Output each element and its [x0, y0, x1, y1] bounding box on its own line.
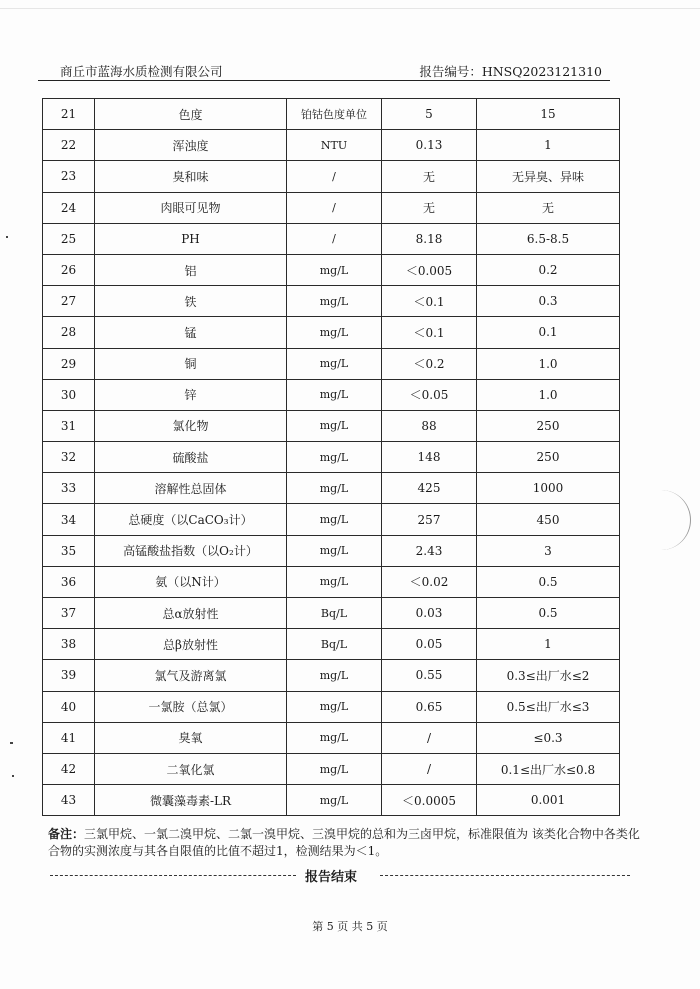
report-end-text: 报告结束 [305, 870, 358, 885]
table-row [43, 566, 620, 597]
remarks-label: 备注： [48, 827, 85, 841]
cell-unit: mg/L [287, 442, 382, 473]
cell-item: 氯气及游离氯 [95, 660, 287, 691]
cell-number: 24 [43, 192, 95, 223]
cell-item: 锰 [95, 317, 287, 348]
cell-result: 0.55 [382, 660, 477, 691]
scan-binding-arc [660, 490, 691, 550]
table-row [43, 223, 620, 254]
cell-unit: mg/L [287, 473, 382, 504]
table-row [43, 785, 620, 816]
cell-result: 0.65 [382, 691, 477, 722]
cell-result: ＜0.02 [382, 566, 477, 597]
cell-number: 33 [43, 473, 95, 504]
cell-unit: Bq/L [287, 629, 382, 660]
table-row [43, 130, 620, 161]
report-header [38, 58, 610, 81]
cell-unit: mg/L [287, 566, 382, 597]
cell-unit: Bq/L [287, 598, 382, 629]
cell-number: 42 [43, 753, 95, 784]
cell-item: 铜 [95, 348, 287, 379]
cell-unit: 铂钴色度单位 [287, 99, 382, 130]
cell-item: 铁 [95, 286, 287, 317]
cell-result: / [382, 722, 477, 753]
cell-limit: 250 [477, 442, 620, 473]
table-row [43, 753, 620, 784]
cell-limit: 1.0 [477, 379, 620, 410]
cell-limit: 15 [477, 99, 620, 130]
cell-item: 氨（以N计） [95, 566, 287, 597]
report-end-row [50, 866, 630, 885]
scan-speck [12, 775, 14, 777]
cell-result: 425 [382, 473, 477, 504]
cell-item: 微囊藻毒素-LR [95, 785, 287, 816]
cell-unit: mg/L [287, 785, 382, 816]
cell-limit: 450 [477, 504, 620, 535]
cell-limit: 1 [477, 130, 620, 161]
cell-item: 总α放射性 [95, 598, 287, 629]
cell-result: 88 [382, 410, 477, 441]
cell-unit: / [287, 161, 382, 192]
cell-unit: mg/L [287, 410, 382, 441]
cell-result: 5 [382, 99, 477, 130]
table-row [43, 598, 620, 629]
cell-unit: mg/L [287, 535, 382, 566]
table-row [43, 473, 620, 504]
cell-limit: 1000 [477, 473, 620, 504]
cell-result: ＜0.1 [382, 317, 477, 348]
dashed-divider-left [50, 875, 296, 876]
results-table-body [43, 99, 620, 816]
cell-limit: 0.5≤出厂水≤3 [477, 691, 620, 722]
cell-unit: mg/L [287, 722, 382, 753]
cell-result: 0.13 [382, 130, 477, 161]
cell-item: 总硬度（以CaCO₃计） [95, 504, 287, 535]
table-row [43, 379, 620, 410]
cell-item: 浑浊度 [95, 130, 287, 161]
cell-limit: 0.1≤出厂水≤0.8 [477, 753, 620, 784]
cell-item: 锌 [95, 379, 287, 410]
cell-number: 38 [43, 629, 95, 660]
table-row [43, 660, 620, 691]
cell-item: 二氧化氯 [95, 753, 287, 784]
cell-result: ＜0.2 [382, 348, 477, 379]
table-row [43, 99, 620, 130]
remarks-text: 三氯甲烷、一氯二溴甲烷、二氯一溴甲烷、三溴甲烷的总和为三卤甲烷，标准限值为 该类化合物中各类化合物的实测浓度与其各自限值的比值不超过1，检测结果为＜1。 [48, 827, 640, 858]
cell-number: 29 [43, 348, 95, 379]
cell-unit: mg/L [287, 254, 382, 285]
cell-item: 铝 [95, 254, 287, 285]
cell-number: 36 [43, 566, 95, 597]
remarks [48, 826, 648, 860]
cell-number: 41 [43, 722, 95, 753]
cell-item: 臭和味 [95, 161, 287, 192]
cell-result: ＜0.005 [382, 254, 477, 285]
table-row [43, 504, 620, 535]
cell-item: 色度 [95, 99, 287, 130]
scan-speck [10, 742, 13, 744]
table-row [43, 161, 620, 192]
scan-speck [6, 236, 8, 238]
scan-edge-line [0, 8, 700, 9]
cell-item: PH [95, 223, 287, 254]
table-row [43, 629, 620, 660]
cell-number: 37 [43, 598, 95, 629]
cell-number: 25 [43, 223, 95, 254]
cell-result: 0.03 [382, 598, 477, 629]
company-name: 商丘市蓝海水质检测有限公司 [60, 64, 223, 79]
cell-item: 一氯胺（总氯） [95, 691, 287, 722]
cell-number: 26 [43, 254, 95, 285]
table-row [43, 410, 620, 441]
cell-limit: 0.3≤出厂水≤2 [477, 660, 620, 691]
cell-item: 硫酸盐 [95, 442, 287, 473]
cell-limit: 0.5 [477, 566, 620, 597]
cell-limit: 无异臭、异味 [477, 161, 620, 192]
cell-limit: 6.5-8.5 [477, 223, 620, 254]
cell-limit: 0.001 [477, 785, 620, 816]
cell-number: 21 [43, 99, 95, 130]
table-row [43, 722, 620, 753]
cell-number: 30 [43, 379, 95, 410]
cell-unit: / [287, 192, 382, 223]
cell-result: 257 [382, 504, 477, 535]
cell-result: ＜0.05 [382, 379, 477, 410]
cell-result: 2.43 [382, 535, 477, 566]
table-row [43, 317, 620, 348]
cell-result: 8.18 [382, 223, 477, 254]
cell-result: 无 [382, 161, 477, 192]
cell-item: 肉眼可见物 [95, 192, 287, 223]
table-row [43, 691, 620, 722]
table-row [43, 254, 620, 285]
cell-number: 40 [43, 691, 95, 722]
cell-unit: mg/L [287, 317, 382, 348]
cell-unit: mg/L [287, 504, 382, 535]
page-number: 第 5 页 共 5 页 [312, 920, 388, 933]
cell-item: 高锰酸盐指数（以O₂计） [95, 535, 287, 566]
cell-item: 臭氧 [95, 722, 287, 753]
table-row [43, 286, 620, 317]
cell-result: ＜0.1 [382, 286, 477, 317]
cell-number: 23 [43, 161, 95, 192]
cell-limit: 1 [477, 629, 620, 660]
cell-result: 148 [382, 442, 477, 473]
dashed-divider-right [380, 875, 630, 876]
cell-result: / [382, 753, 477, 784]
cell-number: 22 [43, 130, 95, 161]
cell-item: 溶解性总固体 [95, 473, 287, 504]
cell-item: 氯化物 [95, 410, 287, 441]
table-row [43, 192, 620, 223]
results-table [42, 98, 620, 816]
cell-item: 总β放射性 [95, 629, 287, 660]
cell-limit: 250 [477, 410, 620, 441]
cell-limit: 0.5 [477, 598, 620, 629]
cell-number: 27 [43, 286, 95, 317]
cell-limit: 3 [477, 535, 620, 566]
cell-result: 无 [382, 192, 477, 223]
cell-limit: 0.2 [477, 254, 620, 285]
cell-limit: 0.1 [477, 317, 620, 348]
cell-unit: mg/L [287, 286, 382, 317]
cell-unit: mg/L [287, 753, 382, 784]
cell-number: 35 [43, 535, 95, 566]
cell-result: 0.05 [382, 629, 477, 660]
cell-number: 34 [43, 504, 95, 535]
cell-number: 32 [43, 442, 95, 473]
cell-unit: mg/L [287, 660, 382, 691]
cell-number: 28 [43, 317, 95, 348]
report-number: 报告编号：HNSQ2023121310 [419, 64, 602, 79]
cell-unit: mg/L [287, 691, 382, 722]
cell-limit: ≤0.3 [477, 722, 620, 753]
cell-limit: 0.3 [477, 286, 620, 317]
cell-unit: mg/L [287, 348, 382, 379]
cell-number: 31 [43, 410, 95, 441]
cell-unit: / [287, 223, 382, 254]
cell-unit: NTU [287, 130, 382, 161]
cell-number: 43 [43, 785, 95, 816]
cell-result: ＜0.0005 [382, 785, 477, 816]
table-row [43, 442, 620, 473]
cell-limit: 1.0 [477, 348, 620, 379]
cell-limit: 无 [477, 192, 620, 223]
table-row [43, 535, 620, 566]
cell-number: 39 [43, 660, 95, 691]
cell-unit: mg/L [287, 379, 382, 410]
table-row [43, 348, 620, 379]
